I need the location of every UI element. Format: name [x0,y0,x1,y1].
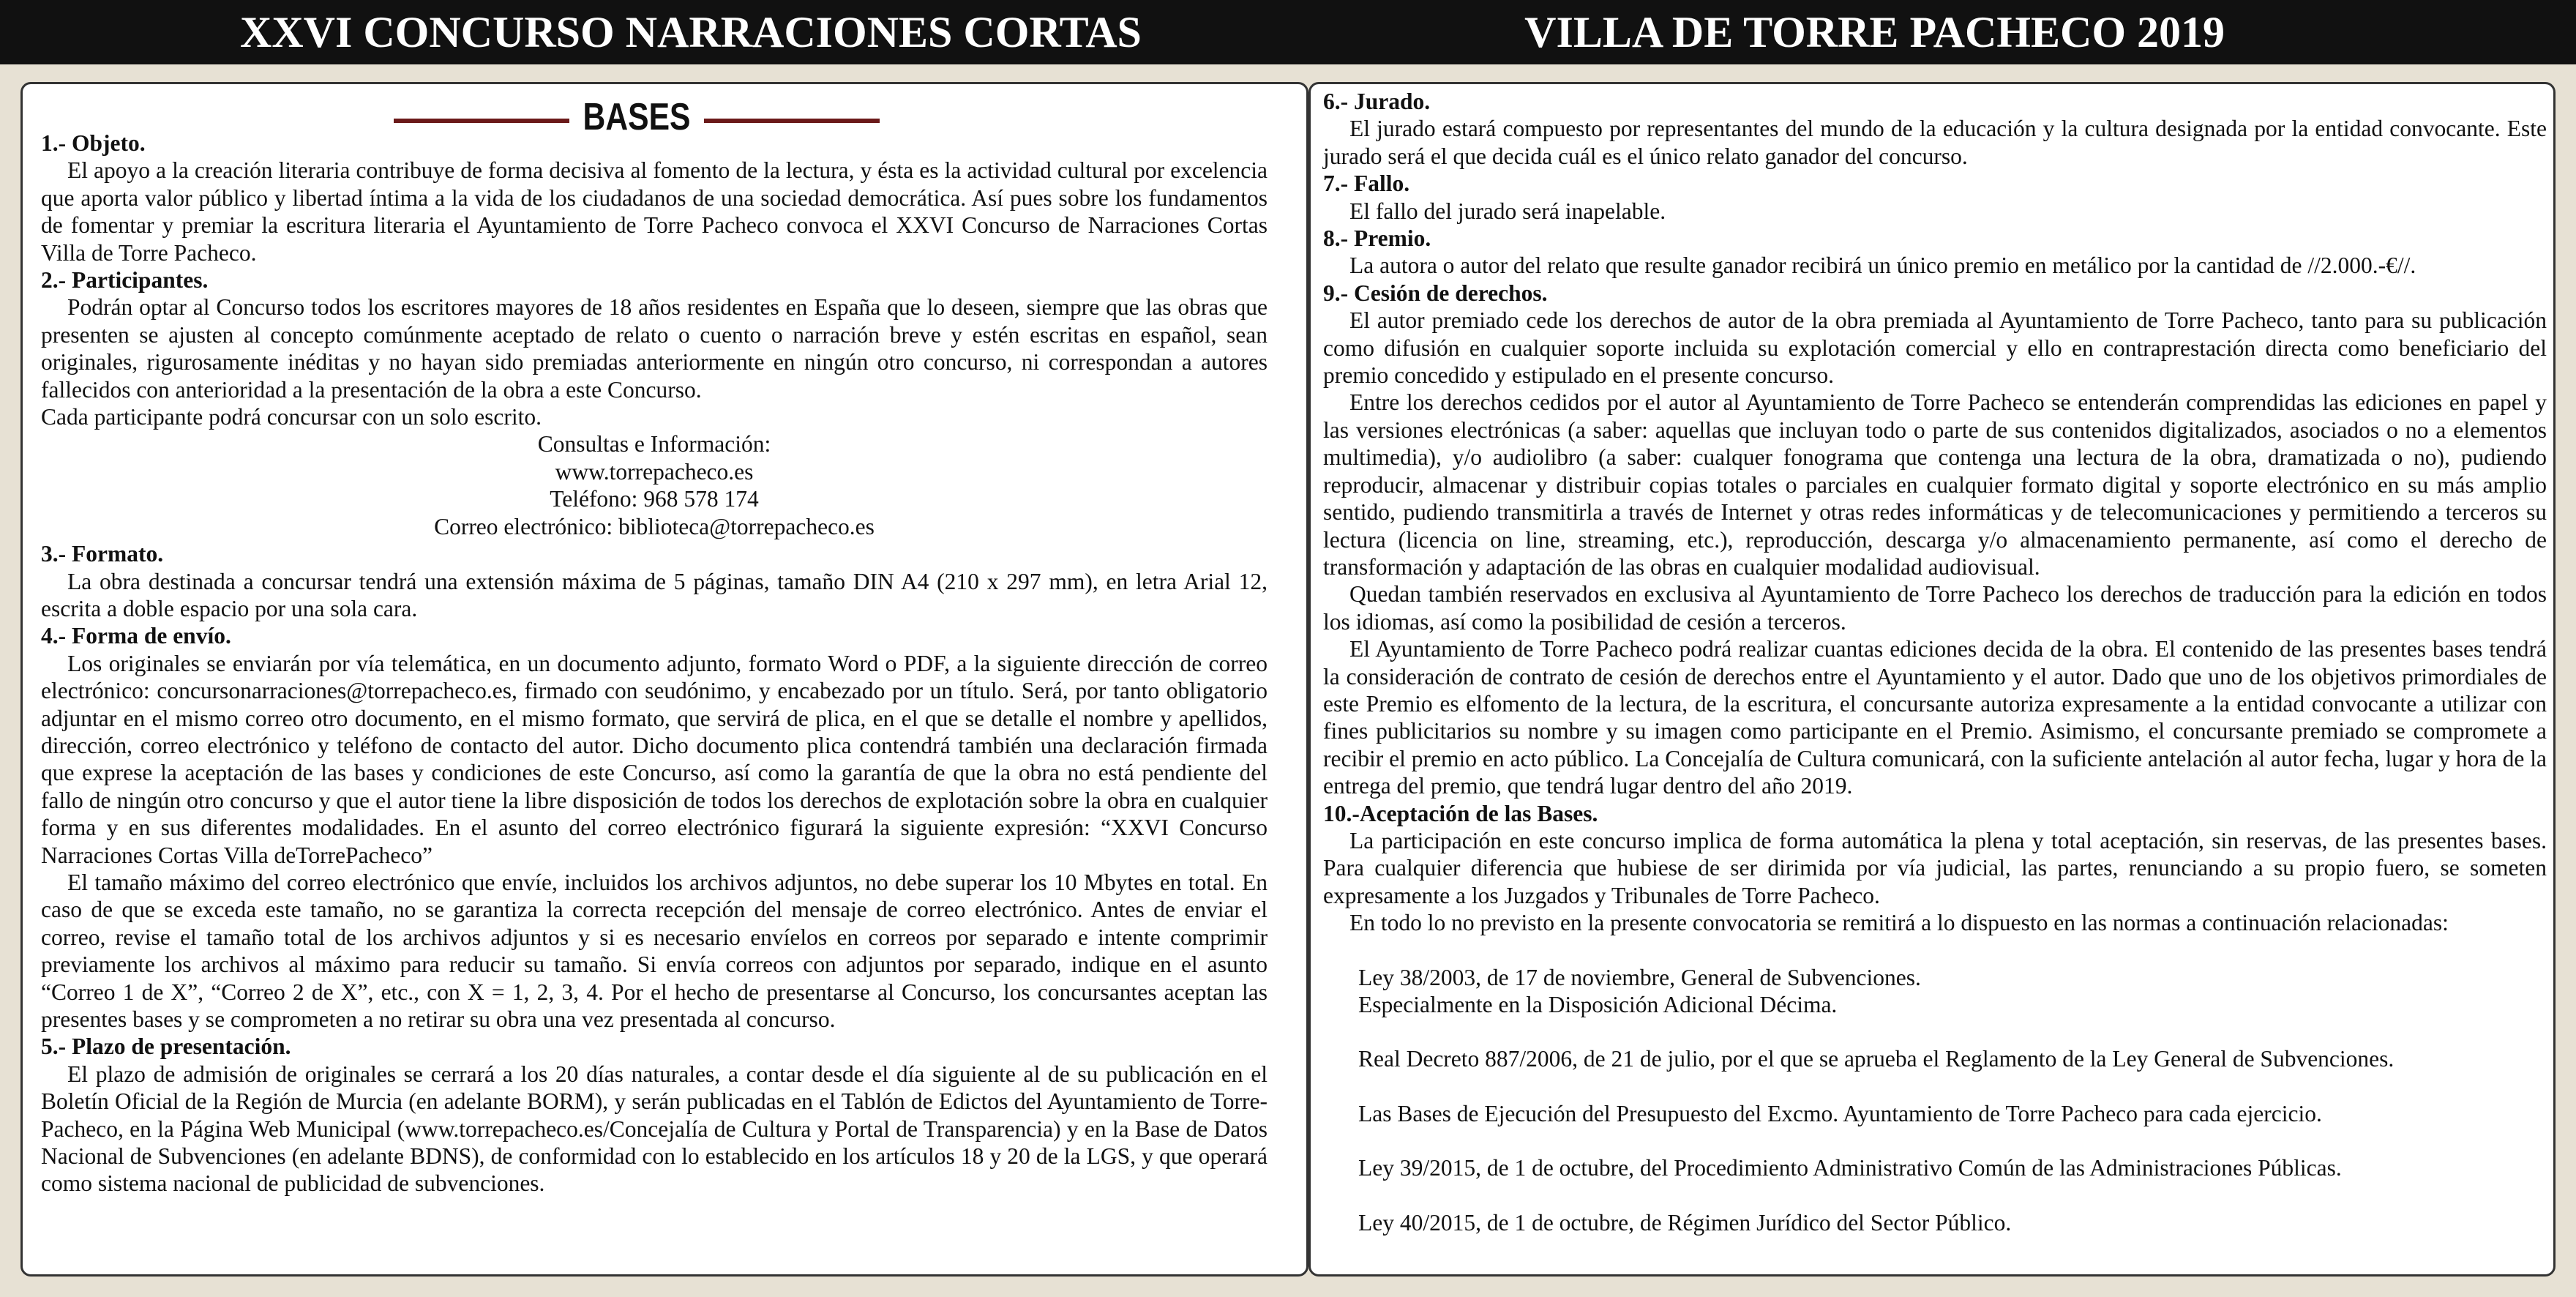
header-left-title: XXVI CONCURSO NARRACIONES CORTAS [240,8,1142,56]
left-column [41,130,1268,1197]
law-item: Ley 38/2003, de 17 de noviembre, General de Subvenciones. [1358,964,1921,990]
contact-website: www.torrepacheco.es [555,458,754,485]
section-text-plazo: El plazo de admisión de originales se cerrará a los 20 días naturales, a contar desde el día siguiente al de su publicación en el Boletín Oficial de la Región de Murcia (en adelante BORM), y serán publicadas en el Tablón de Edictos del Ayuntamiento de Torre-Pacheco, en la Página Web Municipal (www.torrepacheco.es/Concejalía de Cultura y Portal de Transparencia) y en la Base de Datos Nacional de Subvenciones (en adelante BDNS), de conformidad con lo establecido en los artículos 18 y 20 de la LGS, y que operará como sistema nacional de publicidad de subvenciones. [41,1061,1268,1197]
section-title-jurado: 6.- Jurado. [1323,89,1431,114]
section-text-aceptacion-1: La participación en este concurso implica de forma automática la plena y total aceptación, sin reservas, de las presentes bases. Para cualquier diferencia que hubiese de ser dirimida por vía judicial, las partes, renunciando a su propio fuero, se someten expresamente a los Juzgados y Tribunales de Torre Pacheco. [1323,827,2547,908]
section-text-forma-envio: Los originales se enviarán por vía telemática, en un documento adjunto, formato Word o PDF, a la siguiente dirección de correo electrónico: concursonarraciones@torrepacheco.es, firmado con seudónimo, y encabezado por un título. Será, por tanto obligatorio adjuntar en el mismo correo otro documento, en el mismo formato, que servirá de plica, en el que se detalle el nombre y apellidos, dirección, correo electrónico y teléfono de contacto del autor. Dicho documento plica contendrá también una declaración firmada que exprese la aceptación de las bases y condiciones de este Concurso, así como la garantía de que la obra no está pendiente del fallo de ningún otro concurso y que el autor tiene la libre disposición de todos los derechos de explotación sobre la obra en cualquier forma y en sus diferentes modalidades. En el asunto del correo electrónico figurará la siguiente expresión: “XXVI Concurso Narraciones Cortas Villa deTorrePacheco” [41,650,1268,868]
section-title-premio: 8.- Premio. [1323,225,1431,252]
contact-phone: Teléfono: 968 578 174 [550,486,759,512]
law-item: Ley 39/2015, de 1 de octubre, del Procedimiento Administrativo Común de las Administraciones Públicas. [1358,1155,2342,1181]
law-item: Especialmente en la Disposición Adicional Décima. [1358,992,1838,1017]
section-title-participantes: 2.- Participantes. [41,267,209,294]
contact-heading: Consultas e Información: [537,431,771,457]
contact-block [41,430,1268,540]
section-title-formato: 3.- Formato. [41,541,164,567]
section-text-cesion-4: El Ayuntamiento de Torre Pacheco podrá realizar cuantas ediciones decida de la obra. El contenido de las presentes bases tendrá la consideración de contrato de cesión de derechos entre el Ayuntamiento y el autor. Dado que uno de los objetivos primordiales de este Premio es elfomento de la lectura, de la escritura, el concursante autoriza expresamente a la entidad convocante a utilizar con fines publicitarios su nombre y su imagen como participante en el Premio. Asimismo, el concursante premiado se compromete a recibir el premio en acto público. La Concejalía de Cultura comunicará, con la suficiente antelación al autor fecha, lugar y hora de la entrega del premio, que tendrá lugar dentro del año 2019. [1323,636,2547,799]
section-text-formato: La obra destinada a concursar tendrá una extensión máxima de 5 páginas, tamaño DIN A4 (210 x 297 mm), en letra Arial 12, escrita a doble espacio por una sola cara. [41,568,1268,621]
section-title-aceptacion: 10.-Aceptación de las Bases. [1323,800,1598,826]
section-text-forma-envio-2: El tamaño máximo del correo electrónico que envíe, incluidos los archivos adjuntos, no debe superar los 10 Mbytes en total. En caso de que se exceda este tamaño, no se garantiza la correcta recepción del mensaje de correo electrónico. Antes de enviar el correo, revise el tamaño total de los archivos adjuntos y si es necesario envíelos en correos por separado e intente comprimir previamente los archivos al máximo para reducir su tamaño. Si envía correos con adjuntos por separado, indique en el asunto “Correo 1 de X”, “Correo 2 de X”, etc., con X = 1, 2, 3, 4. Por el hecho de presentarse al Concurso, los concursantes aceptan las presentes bases y se comprometen a no retirar su obra una vez presentada al concurso. [41,869,1268,1032]
section-text-aceptacion-2: En todo lo no previsto en la presente convocatoria se remitirá a lo dispuesto en las normas a continuación relacionadas: [1349,910,2449,936]
section-title-cesion: 9.- Cesión de derechos. [1323,280,1548,306]
section-text-fallo: El fallo del jurado será inapelable. [1349,198,1666,224]
section-text-jurado: El jurado estará compuesto por representantes del mundo de la educación y la cultura designada por la entidad convocante. Este jurado será el que decida cuál es el único relato ganador del concurso. [1323,116,2547,169]
section-text-cesion-1: El autor premiado cede los derechos de autor de la obra premiada al Ayuntamiento de Torre Pacheco, tanto para su publicación como difusión en cualquier soporte incluida su explotación comercial y ello en contraprestación directa como beneficiario del premio concedido y estipulado en el presente concurso. [1323,307,2547,389]
section-title-plazo: 5.- Plazo de presentación. [41,1034,291,1060]
section-title-fallo: 7.- Fallo. [1323,171,1410,197]
section-text-participantes: Podrán optar al Concurso todos los escritores mayores de 18 años residentes en España que lo deseen, siempre que las obras que presenten se ajusten al concepto comúnmente aceptado de relato o cuento o narración breve y estén escritas en español, sean originales, rigurosamente inéditas y no hayan sido premiadas anteriormente en ningún otro concurso, ni correspondan a autores fallecidos con anterioridad a la presentación de la obra a este Concurso. [41,294,1268,403]
section-title-objeto: 1.- Objeto. [41,130,146,156]
bases-rule-right [704,119,880,123]
section-text-objeto: El apoyo a la creación literaria contribuye de forma decisiva al fomento de la lectura, y ésta es la actividad cultural por excelencia que aporta valor público y libertad íntima a la vida de los ciudadanos de una sociedad democrática. Así pues sobre los fundamentos de fomentar y premiar la escritura literaria el Ayuntamiento de Torre Pacheco convoca el XXVI Concurso de Narraciones Cortas Villa de Torre Pacheco. [41,157,1268,266]
law-item: Ley 40/2015, de 1 de octubre, de Régimen Jurídico del Sector Público. [1358,1209,2012,1236]
section-text-participantes-2: Cada participante podrá concursar con un solo escrito. [41,404,542,430]
law-item: Las Bases de Ejecución del Presupuesto del Excmo. Ayuntamiento de Torre Pacheco para cada ejercicio. [1358,1100,2322,1126]
law-item: Real Decreto 887/2006, de 21 de julio, por el que se aprueba el Reglamento de la Ley General de Subvenciones. [1358,1046,2395,1072]
header-right-title: VILLA DE TORRE PACHECO 2019 [1524,8,2225,56]
header-bar [0,0,2576,64]
section-text-cesion-3: Quedan también reservados en exclusiva al Ayuntamiento de Torre Pacheco los derechos de traducción para la edición en todos los idiomas, así como la posibilidad de cesión a terceros. [1323,581,2547,635]
right-column [1323,88,2547,1236]
contact-email: Correo electrónico: biblioteca@torrepacheco.es [434,513,875,539]
laws-list [1323,964,2547,1236]
section-text-premio: La autora o autor del relato que resulte ganador recibirá un único premio en metálico por la cantidad de //2.000.-€//. [1349,253,2416,279]
bases-title: BASES [583,96,691,138]
section-title-forma-envio: 4.- Forma de envío. [41,623,231,649]
section-text-cesion-2: Entre los derechos cedidos por el autor al Ayuntamiento de Torre Pacheco se entenderán comprendidas las ediciones en papel y las versiones electrónicas (a saber: aquellas que incluyan todo o parte de sus contenidos digitalizados, asociados o no a elementos multimedia), y/o audiolibro (a saber: cualquer fonograma que contenga una lectura de la obra, dramatizada o no), pudiendo reproducir, almacenar y distribuir copias totales o parciales en cualquier formato digital y soporte electrónico en su más amplio sentido, pudiendo transmitirla a través de Internet y otras redes informáticas y de telecomunicaciones y permitiendo a terceros su lectura (licencia on line, streaming, etc.), reproducción, descarga y/o almacenamiento permanente, así como el derecho de transformación y adaptación de las obras en cualquier modalidad audiovisual. [1323,389,2547,580]
